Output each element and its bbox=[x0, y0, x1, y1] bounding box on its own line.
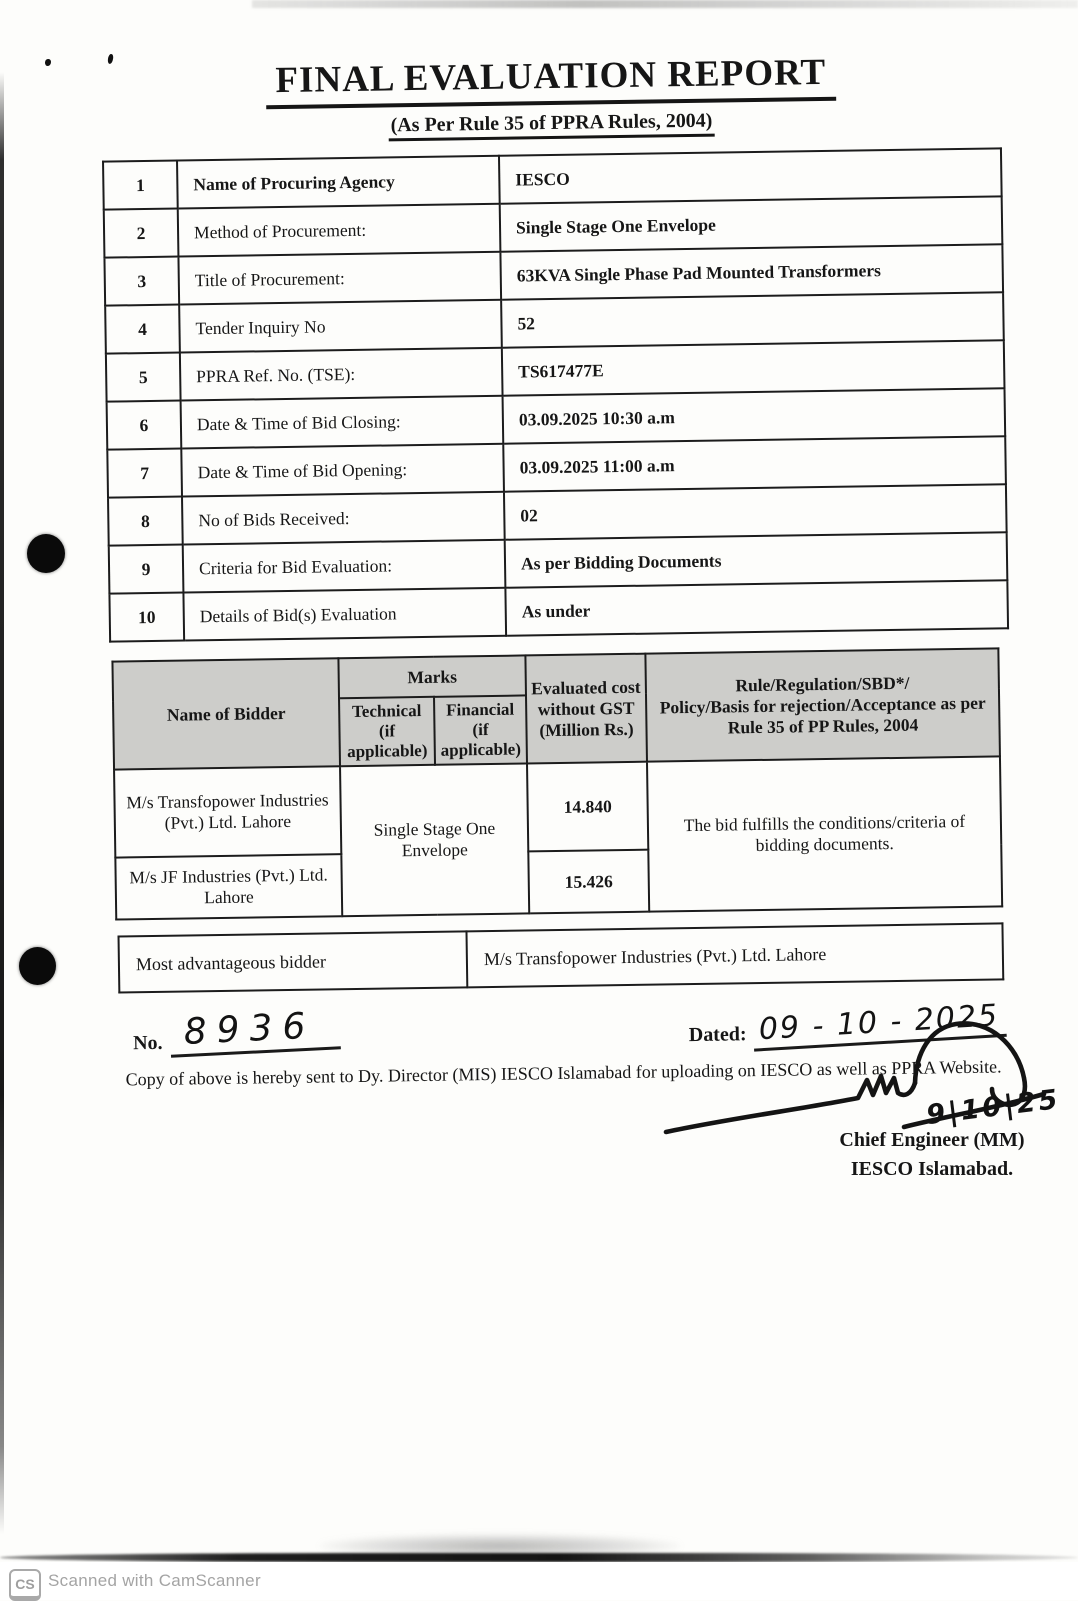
row-number: 5 bbox=[106, 353, 181, 402]
row-number: 9 bbox=[109, 545, 184, 594]
header-financial bbox=[434, 695, 527, 764]
row-value: TS617477E bbox=[502, 340, 1005, 395]
row-value: 02 bbox=[504, 484, 1007, 539]
row-value: As per Bidding Documents bbox=[505, 532, 1008, 587]
signatory-title bbox=[798, 1126, 1066, 1184]
advantageous-value: M/s Transfopower Industries (Pvt.) Ltd. Lahore bbox=[466, 923, 1003, 987]
row-label: Name of Procuring Agency bbox=[177, 156, 500, 209]
row-label: Tender Inquiry No bbox=[179, 300, 502, 353]
row-label: Date & Time of Bid Opening: bbox=[181, 444, 504, 497]
row-value: 03.09.2025 11:00 a.m bbox=[503, 436, 1006, 491]
row-number: 7 bbox=[107, 449, 182, 498]
row-number: 2 bbox=[104, 209, 179, 258]
header-line: (Million Rs.) bbox=[539, 718, 634, 740]
row-value: IESCO bbox=[499, 148, 1002, 203]
header-rule-basis bbox=[645, 648, 1000, 761]
row-value: 03.09.2025 10:30 a.m bbox=[503, 388, 1006, 443]
camscanner-logo-icon: CS bbox=[9, 1569, 41, 1601]
row-value: 63KVA Single Phase Pad Mounted Transformers bbox=[500, 244, 1003, 299]
evaluated-cost-value: 14.840 bbox=[527, 762, 648, 852]
bidder-name: M/s Transfopower Industries (Pvt.) Ltd. Lahore bbox=[114, 766, 341, 857]
header-line: Policy/Basis for rejection/Acceptance as per bbox=[659, 692, 986, 717]
distribution-note: Copy of above is hereby sent to Dy. Director (MIS) IESCO Islamabad for uploading on IESCO as well as PPRA Website. bbox=[125, 1056, 1002, 1090]
header-line: without GST bbox=[537, 697, 635, 719]
camscanner-watermark: Scanned with CamScanner bbox=[48, 1571, 261, 1590]
row-value: As under bbox=[505, 580, 1008, 635]
row-number: 6 bbox=[107, 401, 182, 450]
header-line: Rule 35 of PP Rules, 2004 bbox=[727, 714, 919, 737]
marks-value: Single Stage One Envelope bbox=[340, 763, 529, 916]
table-row bbox=[119, 923, 1004, 992]
evaluated-cost-value: 15.426 bbox=[528, 850, 649, 914]
header-marks: Marks bbox=[338, 655, 526, 698]
advantageous-label: Most advantageous bidder bbox=[119, 931, 468, 992]
row-label: No of Bids Received: bbox=[182, 492, 505, 545]
header-bidder-name: Name of Bidder bbox=[112, 658, 340, 769]
row-label: Criteria for Bid Evaluation: bbox=[183, 540, 506, 593]
header-technical bbox=[339, 697, 435, 766]
row-value: 52 bbox=[501, 292, 1004, 347]
header-line: Technical bbox=[351, 700, 422, 722]
header-line: Rule/Regulation/SBD*/ bbox=[735, 672, 910, 695]
scan-page-edge bbox=[0, 1553, 1078, 1562]
row-number: 1 bbox=[103, 161, 178, 210]
dated-handwritten-value: 09 - 10 - 2025 bbox=[752, 1001, 1006, 1052]
header-line: (if applicable) bbox=[347, 721, 428, 762]
row-label: Date & Time of Bid Closing: bbox=[181, 396, 504, 449]
row-number: 8 bbox=[108, 497, 183, 546]
row-label: Method of Procurement: bbox=[178, 204, 501, 257]
row-number: 3 bbox=[104, 257, 179, 306]
page-title: FINAL EVALUATION REPORT bbox=[265, 51, 836, 109]
signature-stroke bbox=[666, 1076, 915, 1132]
no-handwritten-value: 8936 bbox=[170, 1008, 341, 1057]
page-subtitle: (As Per Rule 35 of PPRA Rules, 2004) bbox=[388, 110, 714, 142]
rule-basis-value: The bid fulfills the conditions/criteria of bidding documents. bbox=[647, 756, 1002, 911]
bidder-name: M/s JF Industries (Pvt.) Ltd. Lahore bbox=[115, 854, 342, 919]
title-block bbox=[0, 47, 1078, 147]
dated-label: Dated: bbox=[688, 1023, 747, 1047]
row-value: Single Stage One Envelope bbox=[500, 196, 1003, 251]
bid-evaluation-table bbox=[111, 647, 1003, 920]
header-line: Evaluated cost bbox=[531, 676, 641, 698]
row-number: 10 bbox=[109, 593, 184, 642]
row-label: Title of Procurement: bbox=[178, 252, 501, 305]
header-evaluated-cost bbox=[525, 654, 647, 764]
camscanner-bar bbox=[0, 1562, 1078, 1600]
row-label: Details of Bid(s) Evaluation bbox=[183, 588, 506, 641]
row-label: PPRA Ref. No. (TSE): bbox=[180, 348, 503, 401]
table-header-row bbox=[112, 648, 999, 701]
signature-date: 9|10|25 bbox=[924, 1083, 1063, 1132]
header-line: (if applicable) bbox=[440, 720, 522, 760]
header-line: Financial bbox=[446, 699, 515, 720]
signatory-title-line1: Chief Engineer (MM) bbox=[839, 1129, 1025, 1151]
advantageous-bidder-table bbox=[118, 922, 1005, 993]
row-number: 4 bbox=[105, 305, 180, 354]
table-row bbox=[114, 756, 1001, 857]
signatory-title-line2: IESCO Islamabad. bbox=[850, 1158, 1014, 1180]
no-label: No. bbox=[132, 1031, 163, 1055]
procurement-info-table bbox=[102, 147, 1009, 642]
